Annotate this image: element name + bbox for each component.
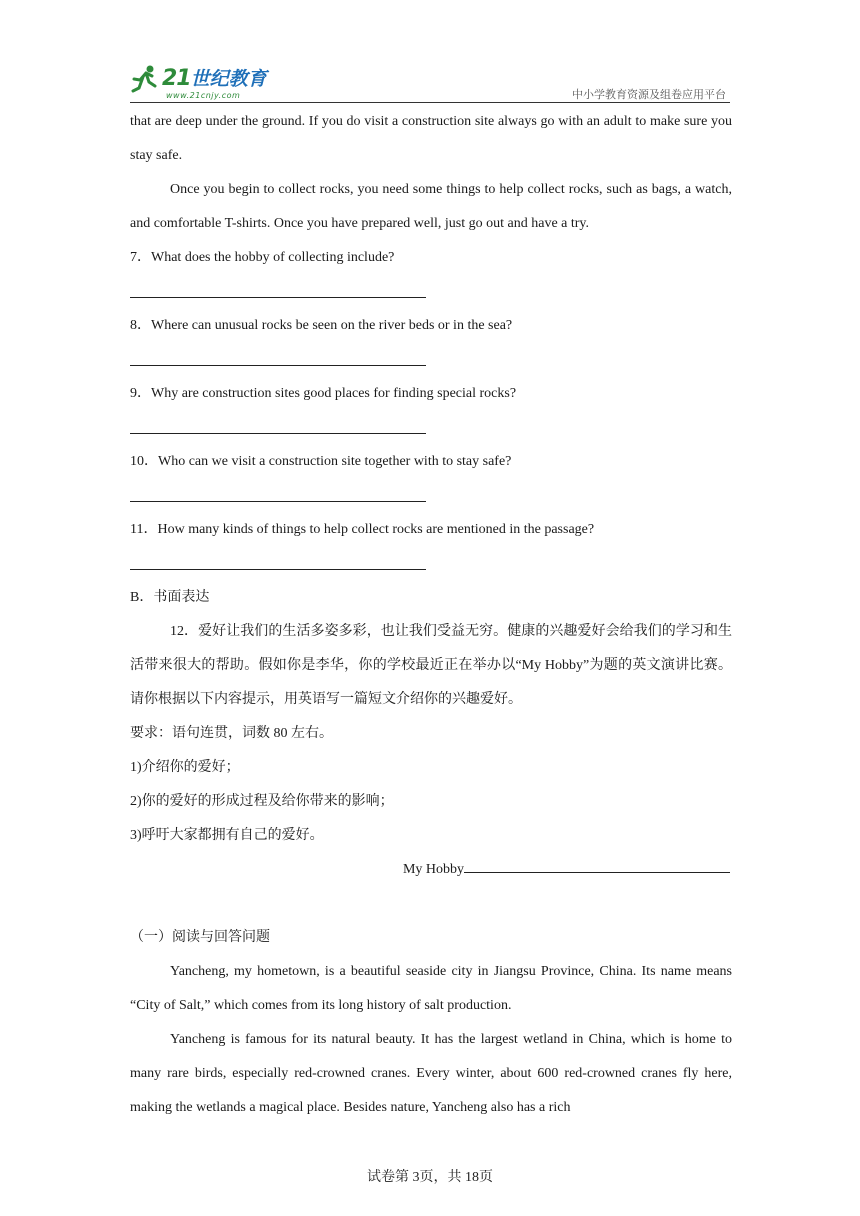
answer-line-9[interactable] [130,411,732,445]
question-10: 10．Who can we visit a construction site together with to stay safe? [130,454,512,469]
writing-point-1: 1)介绍你的爱好； [130,760,240,775]
page-header [130,58,730,104]
logo-wordmark: 21世纪教育 [162,66,267,91]
question-7: 7．What does the hobby of collecting include? [130,250,395,265]
essay-title-blank[interactable] [464,858,730,873]
question-9: 9．Why are construction sites good places for finding special rocks? [130,386,517,401]
page-number: 试卷第 3页，共 18页 [367,1170,493,1185]
logo-url: www.21cnjy.com [166,91,241,100]
reading-paragraph: Yancheng is famous for its natural beauty. It has the largest wetland in China, which is home to many rare birds, especially red-crowned cranes. Every winter, about 600 red-crowned cranes fly here, making the wetlands a magical place. Besides nature, Yancheng also has a rich [130,1032,732,1115]
answer-line-7[interactable] [130,275,732,309]
writing-point-3: 3)呼吁大家都拥有自己的爱好。 [130,828,324,843]
writing-point-2: 2)你的爱好的形成过程及给你带来的影响； [130,794,394,809]
logo [130,62,270,102]
header-platform-text: 中小学教育资源及组卷应用平台 [572,88,726,101]
runner-icon [130,64,160,94]
passage-paragraph: Once you begin to collect rocks, you need some things to help collect rocks, such as bags, a watch, and comfortable T-shirts. Once you have prepared well, just go out and have a try. [130,182,732,231]
writing-section-title: B．书面表达 [130,590,210,605]
question-8: 8．Where can unusual rocks be seen on the river beds or in the sea? [130,318,513,333]
answer-line-11[interactable] [130,547,732,581]
essay-title-line [130,853,732,887]
answer-line-8[interactable] [130,343,732,377]
question-11: 11．How many kinds of things to help collect rocks are mentioned in the passage? [130,522,595,537]
writing-prompt: 12．爱好让我们的生活多姿多彩，也让我们受益无穷。健康的兴趣爱好会给我们的学习和生活带来很大的帮助。假如你是李华，你的学校最近正在举办以“My Hobby”为题的英文演讲比赛。请你根据以下内容提示，用英语写一篇短文介绍你的兴趣爱好。 [130,624,732,707]
reading-paragraph: Yancheng, my hometown, is a beautiful seaside city in Jiangsu Province, China. Its name means “City of Salt,” which comes from its long history of salt production. [130,964,732,1013]
passage-paragraph: that are deep under the ground. If you do visit a construction site always go with an adult to make sure you stay safe. [130,114,732,163]
essay-title: My Hobby [402,862,464,877]
page-content [130,105,732,1125]
reading-section-title: （一）阅读与回答问题 [130,930,270,945]
answer-line-10[interactable] [130,479,732,513]
writing-requirement: 要求：语句连贯，词数 80 左右。 [130,726,333,741]
header-divider [130,102,730,103]
